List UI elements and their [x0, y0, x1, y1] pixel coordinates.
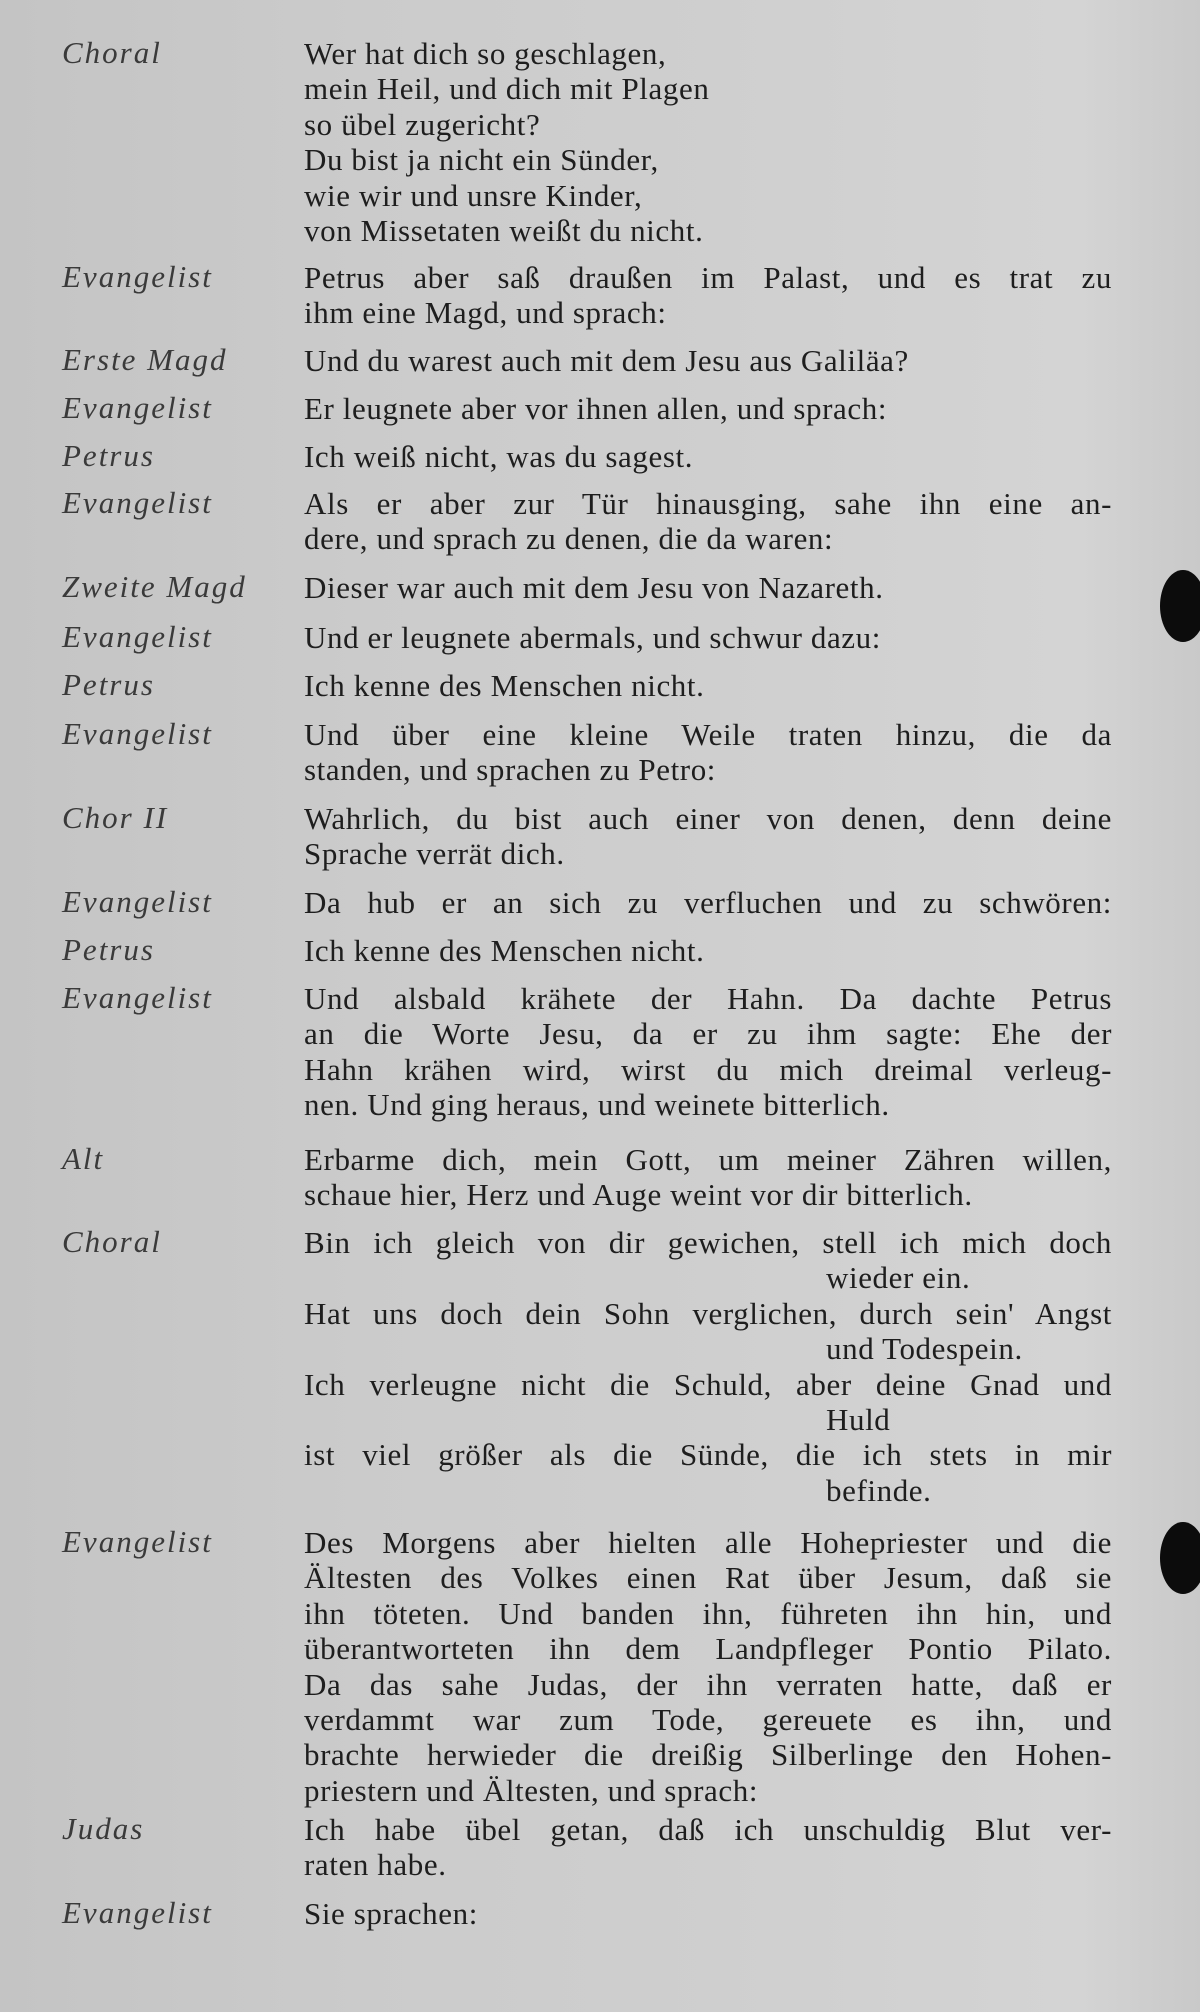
text-line: Dieser war auch mit dem Jesu von Nazareth. [304, 570, 884, 605]
text-line: Bin ich gleich von dir gewichen, stell ich mich doch [304, 1225, 1112, 1260]
text-line: überantworteten ihn dem Landpfleger Pontio Pilato. [304, 1631, 1112, 1667]
sung-text [304, 1812, 1112, 1883]
sung-text [304, 717, 1112, 788]
sung-text [304, 1225, 1112, 1508]
sung-text [304, 801, 1112, 872]
speaker-label: Evangelist [62, 716, 213, 751]
speaker-label: Petrus [62, 438, 155, 473]
speaker-label: Evangelist [62, 980, 213, 1015]
sung-text [304, 1142, 1112, 1213]
sung-text [304, 570, 1112, 605]
text-line: raten habe. [304, 1847, 447, 1883]
text-line: brachte herwieder die dreißig Silberlinge den Hohen- [304, 1737, 1112, 1773]
speaker-label: Choral [62, 35, 162, 70]
text-line: Ich kenne des Menschen nicht. [304, 668, 705, 703]
text-line: Ich verleugne nicht die Schuld, aber deine Gnad und [304, 1366, 1112, 1402]
text-line: ihn töteten. Und banden ihn, führeten ihn hin, und [304, 1595, 1112, 1631]
text-line: mein Heil, und dich mit Plagen [304, 71, 710, 107]
speaker-label: Evangelist [62, 485, 213, 520]
text-line: dere, und sprach zu denen, die da waren: [304, 521, 834, 557]
text-line: Du bist ja nicht ein Sünder, [304, 142, 659, 178]
text-line: Hat uns doch dein Sohn verglichen, durch sein' Angst [304, 1295, 1112, 1331]
speaker-label: Erste Magd [62, 342, 228, 377]
speaker-label: Petrus [62, 932, 155, 967]
speaker-label: Evangelist [62, 619, 213, 654]
speaker-label: Zweite Magd [62, 569, 247, 604]
text-line: von Missetaten weißt du nicht. [304, 212, 704, 248]
sung-text [304, 343, 1112, 378]
text-line: ist viel größer als die Sünde, die ich stets in mir [304, 1437, 1112, 1473]
text-line: standen, und sprachen zu Petro: [304, 752, 717, 788]
text-line: Wer hat dich so geschlagen, [304, 36, 667, 71]
text-line: Hahn krähen wird, wirst du mich dreimal verleug- [304, 1051, 1112, 1087]
speaker-label: Alt [62, 1141, 105, 1176]
text-line: Und alsbald krähete der Hahn. Da dachte Petrus [304, 981, 1112, 1016]
speaker-label: Evangelist [62, 259, 213, 294]
text-line: nen. Und ging heraus, und weinete bitterlich. [304, 1087, 890, 1123]
text-line: so übel zugericht? [304, 106, 541, 142]
text-line: verdammt war zum Tode, gereuete es ihn, und [304, 1701, 1112, 1737]
speaker-label: Choral [62, 1224, 162, 1259]
text-line: Da das sahe Judas, der ihn verraten hatte, daß er [304, 1666, 1112, 1702]
text-line: befinde. [826, 1472, 932, 1508]
text-line: und Todespein. [826, 1331, 1023, 1367]
text-line: Ich kenne des Menschen nicht. [304, 933, 705, 968]
sung-text [304, 391, 1112, 426]
sung-text [304, 486, 1112, 557]
text-line: Wahrlich, du bist auch einer von denen, denn deine [304, 801, 1112, 836]
text-line: Ich habe übel getan, daß ich unschuldig Blut ver- [304, 1812, 1112, 1847]
text-line: Petrus aber saß draußen im Palast, und es trat zu [304, 260, 1112, 295]
text-line: wieder ein. [826, 1260, 971, 1296]
sung-text [304, 981, 1112, 1123]
speaker-label: Petrus [62, 667, 155, 702]
speaker-label: Evangelist [62, 1524, 213, 1559]
text-line: Ältesten des Volkes einen Rat über Jesum, daß sie [304, 1560, 1112, 1596]
sung-text [304, 1525, 1112, 1808]
text-line: Ich weiß nicht, was du sagest. [304, 439, 694, 474]
text-line: Als er aber zur Tür hinausging, sahe ihn eine an- [304, 486, 1112, 521]
sung-text [304, 36, 1112, 248]
text-line: Er leugnete aber vor ihnen allen, und sprach: [304, 391, 888, 426]
sung-text [304, 885, 1112, 920]
text-line: priestern und Ältesten, und sprach: [304, 1772, 759, 1808]
text-line: an die Worte Jesu, da er zu ihm sagte: Ehe der [304, 1016, 1112, 1052]
sung-text [304, 620, 1112, 655]
speaker-label: Judas [62, 1811, 145, 1846]
sung-text [304, 1896, 1112, 1931]
text-line: Und über eine kleine Weile traten hinzu, die da [304, 717, 1112, 752]
sung-text [304, 933, 1112, 968]
text-line: Und er leugnete abermals, und schwur dazu: [304, 620, 881, 655]
speaker-label: Evangelist [62, 390, 213, 425]
text-line: wie wir und unsre Kinder, [304, 177, 643, 213]
text-line: Sprache verrät dich. [304, 836, 565, 872]
text-line: Huld [826, 1401, 891, 1437]
text-line: Sie sprachen: [304, 1896, 478, 1931]
text-line: schaue hier, Herz und Auge weint vor dir bitterlich. [304, 1177, 973, 1213]
speaker-label: Chor II [62, 800, 169, 835]
speaker-label: Evangelist [62, 1895, 213, 1930]
text-line: ihm eine Magd, und sprach: [304, 295, 667, 331]
speaker-label: Evangelist [62, 884, 213, 919]
text-line: Des Morgens aber hielten alle Hohepriester und die [304, 1525, 1112, 1560]
sung-text [304, 668, 1112, 703]
text-line: Erbarme dich, mein Gott, um meiner Zähren willen, [304, 1142, 1112, 1177]
text-line: Da hub er an sich zu verfluchen und zu schwören: [304, 885, 1112, 920]
sung-text [304, 439, 1112, 474]
text-line: Und du warest auch mit dem Jesu aus Galiläa? [304, 343, 909, 378]
sung-text [304, 260, 1112, 331]
